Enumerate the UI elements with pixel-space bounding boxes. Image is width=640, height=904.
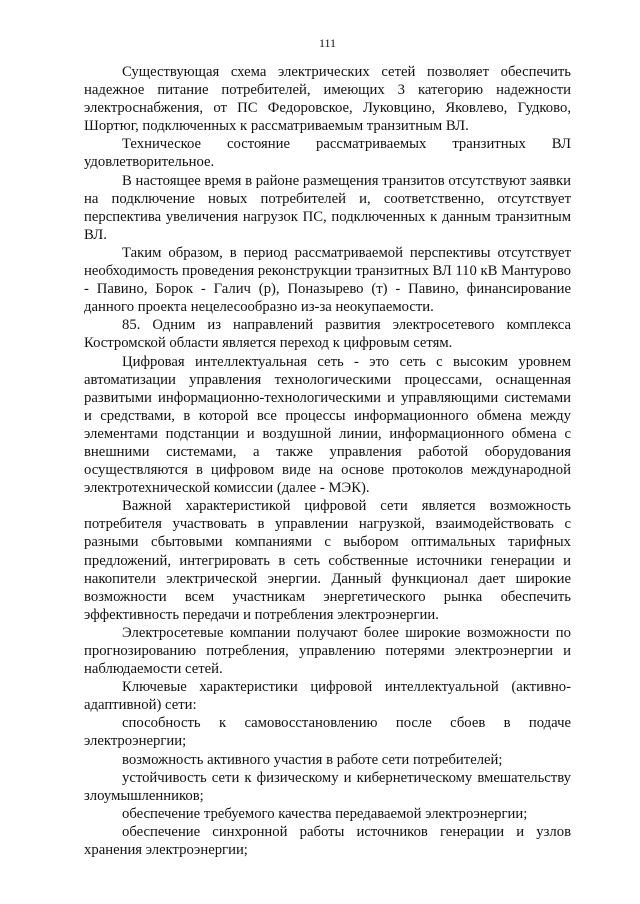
paragraph-network-scheme: Существующая схема электрических сетей позволяет обеспечить надежное питание потребителей, имеющих 3 категорию надежности электроснабжения, от ПС Федоровское, Луковцино, Яковлево, Гудково, Шортюг, подключенных к рассматриваемым транзитным ВЛ. [84,64,571,135]
page-number: 111 [318,36,337,50]
list-item-synchronous-operation: обеспечение синхронной работы источников генерации и узлов хранения электроэнергии; [84,823,571,859]
list-item-resilience: устойчивость сети к физическому и кибернетическому вмешательству злоумышленников; [84,769,571,804]
paragraph-no-applications: В настоящее время в районе размещения транзитов отсутствуют заявки на подключение новых потребителей и, соответственно, отсутствует перспектива увеличения нагрузок ПС, подключенных к данным транзитным ВЛ. [84,172,571,243]
list-item-power-quality: обеспечение требуемого качества передаваемой электроэнергии; [122,805,528,822]
paragraph-consumer-participation: Важной характеристикой цифровой сети является возможность потребителя участвовать в управлении нагрузкой, взаимодействовать с разными сбытовыми компаниями с выбором оптимальных тарифных предложений, интегрировать в сеть собственные источники генерации и накопители электрической энергии. Данный функционал дает широкие возможности всем участникам энергетического рынка обеспечить эффективность передачи и потребления электроэнергии. [84,498,571,623]
document-page [84,36,571,859]
paragraph-technical-condition: Техническое состояние рассматриваемых транзитных ВЛ удовлетворительное. [84,136,571,171]
paragraph-digital-network-definition: Цифровая интеллектуальная сеть - это сеть с высоким уровнем автоматизации управления технологическими процессами, оснащенная развитыми информационно-технологическими и управляющими системами и средствами, в которой все процессы информационного обмена между элементами подстанции и воздушной линии, информационного обмена с внешними системами, а также управления работой оборудования осуществляются в цифровом виде на основе протоколов международной электротехнической комиссии (далее - МЭК). [84,353,571,497]
paragraph-grid-companies: Электросетевые компании получают более широкие возможности по прогнозированию потребления, управлению потерями электроэнергии и наблюдаемости сетей. [84,624,571,678]
list-item-active-participation: возможность активного участия в работе сети потребителей; [122,751,503,768]
list-item-self-healing: способность к самовосстановлению после сбоев в подаче электроэнергии; [84,715,571,750]
paragraph-reconstruction: Таким образом, в период рассматриваемой перспективы отсутствует необходимость проведения реконструкции транзитных ВЛ 110 кВ Мантурово - Павино, Борок - Галич (р), Поназырево (т) - Павино, финансирование данного проекта нецелесообразно из-за неокупаемости. [84,244,571,316]
paragraph-item-85: 85. Одним из направлений развития электросетевого комплекса Костромской области является переход к цифровым сетям. [84,317,571,352]
paragraph-key-characteristics: Ключевые характеристики цифровой интеллектуальной (активно-адаптивной) сети: [84,679,571,714]
